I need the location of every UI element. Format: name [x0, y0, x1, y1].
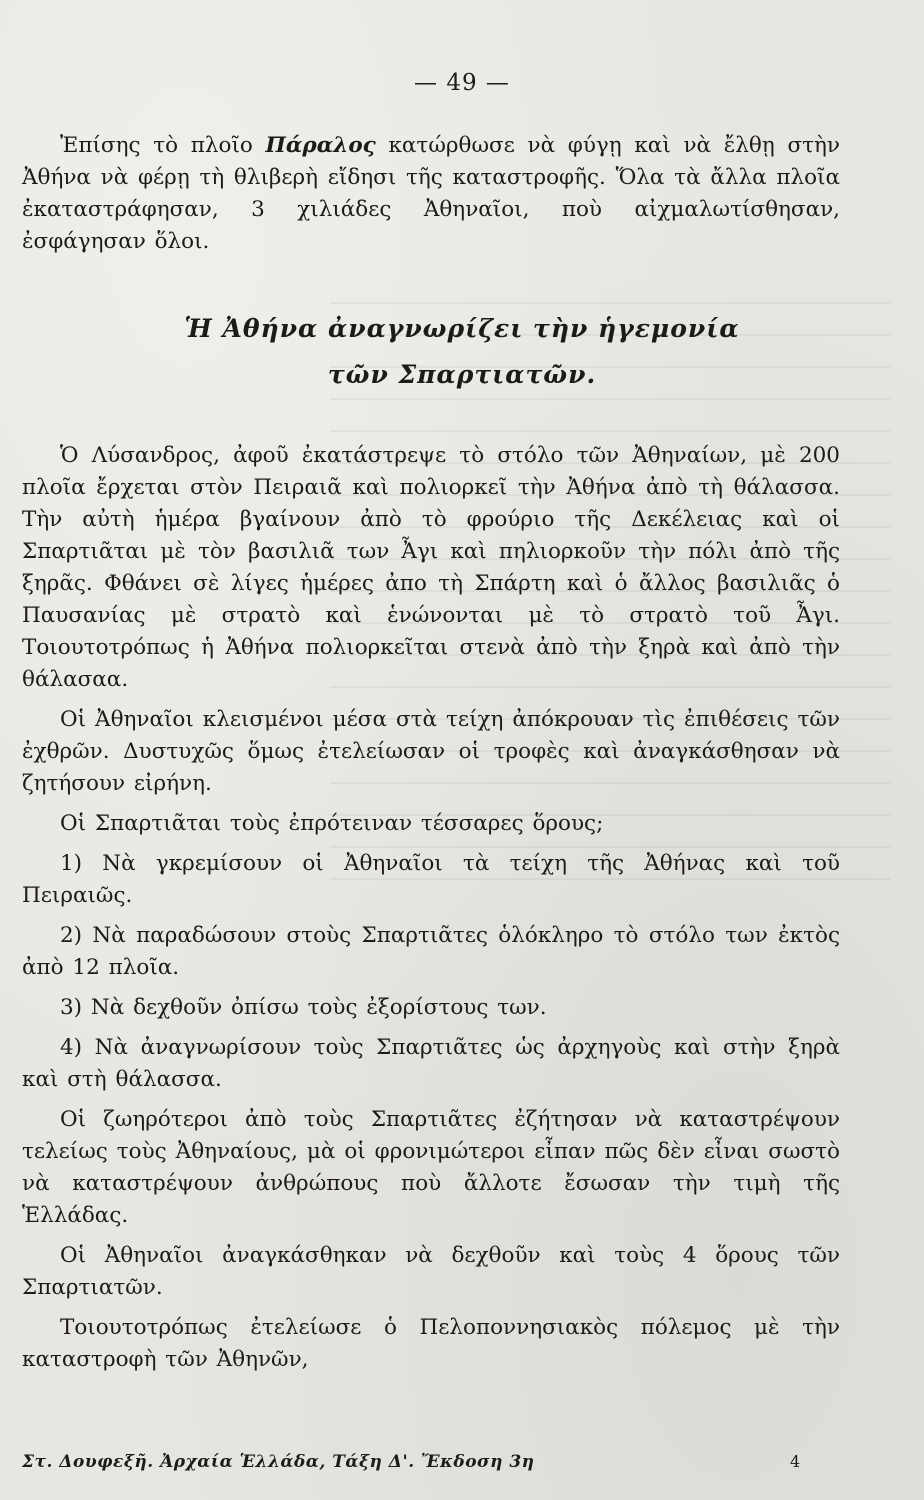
- page-number: — 49 —: [414, 70, 510, 96]
- ship-name: Πάραλος: [265, 133, 376, 158]
- paragraph-debate: Οἱ ζωηρότεροι ἀπὸ τοὺς Σπαρτιᾶτες ἐζήτησαν νὰ καταστρέψουν τελείως τοὺς Ἀθηναίους, μὰ οἱ φρονιμώτεροι εἶπαν πῶς δὲν εἶναι σωστὸ νὰ καταστρέψουν ἀνθρώπους ποὺ ἄλλοτε ἔσωσαν τὴν τιμὴ τῆς Ἑλλάδας.: [22, 1107, 840, 1228]
- term-3: 3) Νὰ δεχθοῦν ὀπίσω τοὺς ἐξορίστους των.: [60, 995, 547, 1020]
- paragraph-acceptance: Οἱ Ἀθηναῖοι ἀναγκάσθηκαν νὰ δεχθοῦν καὶ τοὺς 4 ὅρους τῶν Σπαρτιατῶν.: [22, 1243, 840, 1300]
- paragraph-siege: Ὁ Λύσανδρος, ἀφοῦ ἐκατάστρεψε τὸ στόλο τῶν Ἀθηναίων, μὲ 200 πλοῖα ἔρχεται στὸν Πειραιᾶ καὶ πολιορκεῖ τὴν Ἀθήνα ἀπὸ τὴ θάλασσα. Τὴν αὐτὴ ἡμέρα βγαίνουν ἀπὸ τὸ φρούριο τῆς Δεκέλειας καὶ οἱ Σπαρτιᾶται μὲ τὸν βασιλιᾶ των Ἆγι καὶ πηλιορκοῦν τὴν πόλι ἀπὸ τῆς ξηρᾶς. Φθάνει σὲ λίγες ἡμέρες ἀπο τὴ Σπάρτη καὶ ὁ ἄλλος βασιλιᾶς ὁ Παυσανίας μὲ στρατὸ καὶ ἑνώνονται μὲ τὸ στρατὸ τοῦ Ἆγι. Τοιουτοτρόπως ἡ Ἀθήνα πολιορκεῖται στενὰ ἀπὸ τὴν ξηρὰ καὶ ἀπὸ τὴν θάλασαα.: [22, 443, 840, 692]
- body-text: [22, 440, 840, 1384]
- term-2: 2) Νὰ παραδώσουν στοὺς Σπαρτιᾶτες ὁλόκληρο τὸ στόλο των ἐκτὸς ἀπὸ 12 πλοῖα.: [22, 923, 840, 980]
- paragraph-terms-intro: Οἱ Σπαρτιᾶται τοὺς ἐπρότειναν τέσσαρες ὅρους;: [60, 811, 604, 836]
- term-1: 1) Νὰ γκρεμίσουν οἱ Ἀθηναῖοι τὰ τείχη τῆς Ἀθήνας καὶ τοῦ Πειραιῶς.: [22, 851, 840, 908]
- paragraph-war-end: Τοιουτοτρόπως ἐτελείωσε ὁ Πελοποννησιακὸς πόλεμος μὲ τὴν καταστροφὴ τῶν Ἀθηνῶν,: [22, 1315, 840, 1372]
- paragraph-peace-request: Οἱ Ἀθηναῖοι κλεισμένοι μέσα στὰ τείχη ἀπόκρουαν τὶς ἐπιθέσεις τῶν ἐχθρῶν. Δυστυχῶς ὅμως ἐτελείωσαν οἱ τροφὲς καὶ ἀναγκάσθησαν νὰ ζητήσουν εἰρήνη.: [22, 707, 840, 796]
- intro-paragraph: [22, 130, 840, 258]
- footer-signature-mark: 4: [790, 1452, 801, 1471]
- intro-text: [22, 130, 840, 258]
- footer-citation: Στ. Δουφεξῆ. Ἀρχαία Ἑλλάδα, Τάξη Δ'. Ἔκδοση 3η: [22, 1452, 535, 1472]
- intro-after-italic: κατώρθωσε νὰ φύγῃ καὶ νὰ ἔλθῃ στὴν Ἀθήνα νὰ φέρῃ τὴ θλιβερὴ εἴδησι τῆς καταστροφῆς. Ὅλα τὰ ἄλλα πλοῖα ἐκαταστράφησαν, 3 χιλιάδες Ἀθηναῖοι, ποὺ αἰχμαλωτίσθησαν, ἐσφάγησαν ὅλοι.: [22, 133, 840, 254]
- section-heading-line-1: Ἡ Ἀθήνα ἀναγνωρίζει τὴν ἡγεμονία: [184, 314, 740, 343]
- intro-before-italic: Ἐπίσης τὸ πλοῖο: [60, 133, 266, 158]
- section-heading-line-2: τῶν Σπαρτιατῶν.: [327, 360, 597, 389]
- term-4: 4) Νὰ ἀναγνωρίσουν τοὺς Σπαρτιᾶτες ὡς ἀρχηγοὺς καὶ στὴν ξηρὰ καὶ στὴ θάλασσα.: [22, 1035, 840, 1092]
